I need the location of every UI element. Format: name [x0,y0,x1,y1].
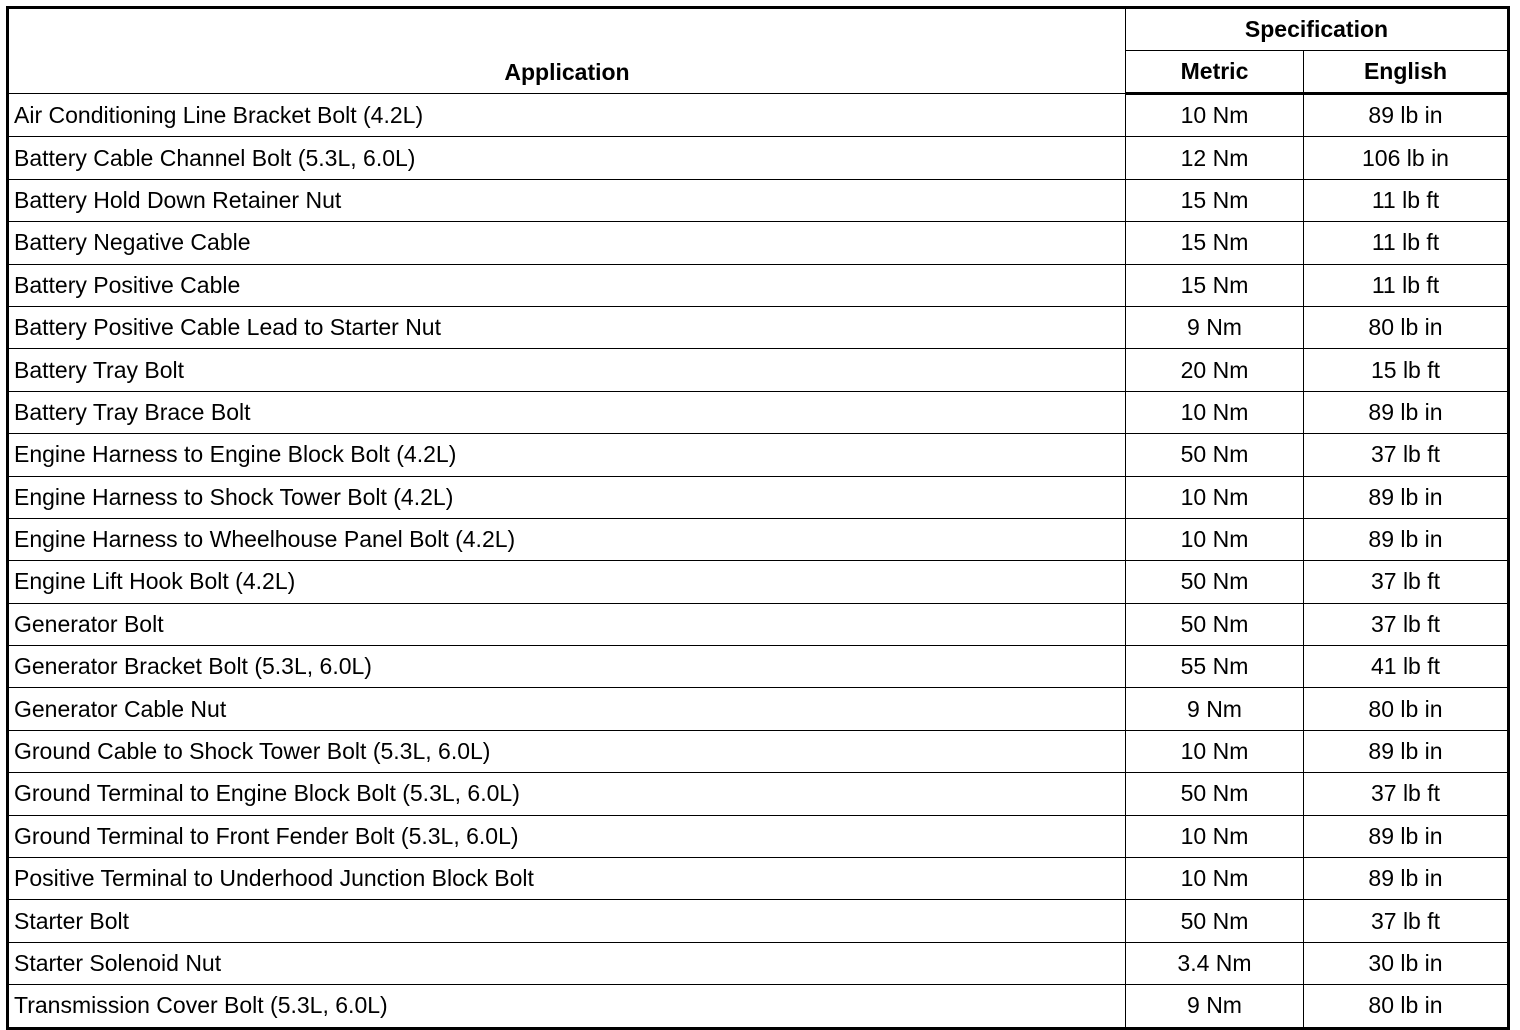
application-cell: Battery Cable Channel Bolt (5.3L, 6.0L) [8,137,1126,179]
application-cell: Battery Positive Cable Lead to Starter Nut [8,306,1126,348]
table-row [8,688,1509,730]
english-cell: 89 lb in [1304,94,1509,137]
table-row [8,858,1509,900]
english-cell: 80 lb in [1304,306,1509,348]
metric-cell: 15 Nm [1126,179,1304,221]
metric-cell: 10 Nm [1126,391,1304,433]
english-column-header: English [1304,51,1509,94]
metric-column-header: Metric [1126,51,1304,94]
english-cell: 89 lb in [1304,518,1509,560]
metric-cell: 15 Nm [1126,264,1304,306]
application-column-header: Application [8,8,1126,94]
application-cell: Generator Bolt [8,603,1126,645]
table-row [8,476,1509,518]
metric-cell: 10 Nm [1126,730,1304,772]
application-cell: Positive Terminal to Underhood Junction Block Bolt [8,858,1126,900]
english-cell: 11 lb ft [1304,264,1509,306]
english-cell: 89 lb in [1304,815,1509,857]
application-cell: Battery Tray Bolt [8,349,1126,391]
table-row [8,603,1509,645]
english-cell: 89 lb in [1304,391,1509,433]
application-cell: Generator Cable Nut [8,688,1126,730]
english-cell: 89 lb in [1304,730,1509,772]
application-cell: Generator Bracket Bolt (5.3L, 6.0L) [8,646,1126,688]
table-row [8,264,1509,306]
table-row [8,94,1509,137]
english-cell: 37 lb ft [1304,773,1509,815]
metric-cell: 50 Nm [1126,773,1304,815]
metric-cell: 10 Nm [1126,518,1304,560]
table-row [8,730,1509,772]
table-body [8,94,1509,1029]
application-cell: Air Conditioning Line Bracket Bolt (4.2L) [8,94,1126,137]
table-row [8,179,1509,221]
metric-cell: 12 Nm [1126,137,1304,179]
specification-column-header: Specification [1126,8,1509,51]
metric-cell: 50 Nm [1126,561,1304,603]
table-row [8,985,1509,1028]
application-cell: Engine Harness to Wheelhouse Panel Bolt (4.2L) [8,518,1126,560]
metric-cell: 10 Nm [1126,94,1304,137]
table-row [8,815,1509,857]
english-cell: 11 lb ft [1304,179,1509,221]
metric-cell: 50 Nm [1126,900,1304,942]
header-row-top [8,8,1509,51]
english-cell: 30 lb in [1304,942,1509,984]
english-cell: 37 lb ft [1304,900,1509,942]
table-row [8,561,1509,603]
application-cell: Ground Terminal to Engine Block Bolt (5.3L, 6.0L) [8,773,1126,815]
table-row [8,942,1509,984]
table-row [8,900,1509,942]
application-cell: Battery Hold Down Retainer Nut [8,179,1126,221]
metric-cell: 9 Nm [1126,306,1304,348]
application-cell: Starter Bolt [8,900,1126,942]
torque-specification-table [6,6,1510,1030]
table-header [8,8,1509,94]
english-cell: 106 lb in [1304,137,1509,179]
table-row [8,646,1509,688]
metric-cell: 15 Nm [1126,222,1304,264]
metric-cell: 10 Nm [1126,815,1304,857]
application-cell: Battery Tray Brace Bolt [8,391,1126,433]
application-cell: Engine Lift Hook Bolt (4.2L) [8,561,1126,603]
table-row [8,222,1509,264]
metric-cell: 50 Nm [1126,434,1304,476]
english-cell: 80 lb in [1304,985,1509,1028]
metric-cell: 10 Nm [1126,858,1304,900]
application-cell: Engine Harness to Engine Block Bolt (4.2L) [8,434,1126,476]
english-cell: 37 lb ft [1304,434,1509,476]
table-row [8,391,1509,433]
metric-cell: 20 Nm [1126,349,1304,391]
application-cell: Ground Cable to Shock Tower Bolt (5.3L, 6.0L) [8,730,1126,772]
application-cell: Ground Terminal to Front Fender Bolt (5.3L, 6.0L) [8,815,1126,857]
english-cell: 41 lb ft [1304,646,1509,688]
application-cell: Engine Harness to Shock Tower Bolt (4.2L) [8,476,1126,518]
table-row [8,306,1509,348]
table-row [8,773,1509,815]
table-row [8,349,1509,391]
metric-cell: 10 Nm [1126,476,1304,518]
metric-cell: 9 Nm [1126,985,1304,1028]
application-cell: Battery Negative Cable [8,222,1126,264]
english-cell: 80 lb in [1304,688,1509,730]
application-cell: Battery Positive Cable [8,264,1126,306]
table-row [8,137,1509,179]
english-cell: 89 lb in [1304,858,1509,900]
english-cell: 37 lb ft [1304,603,1509,645]
english-cell: 15 lb ft [1304,349,1509,391]
english-cell: 11 lb ft [1304,222,1509,264]
metric-cell: 9 Nm [1126,688,1304,730]
english-cell: 37 lb ft [1304,561,1509,603]
application-cell: Transmission Cover Bolt (5.3L, 6.0L) [8,985,1126,1028]
english-cell: 89 lb in [1304,476,1509,518]
table-row [8,434,1509,476]
metric-cell: 50 Nm [1126,603,1304,645]
metric-cell: 55 Nm [1126,646,1304,688]
application-cell: Starter Solenoid Nut [8,942,1126,984]
table-row [8,518,1509,560]
metric-cell: 3.4 Nm [1126,942,1304,984]
